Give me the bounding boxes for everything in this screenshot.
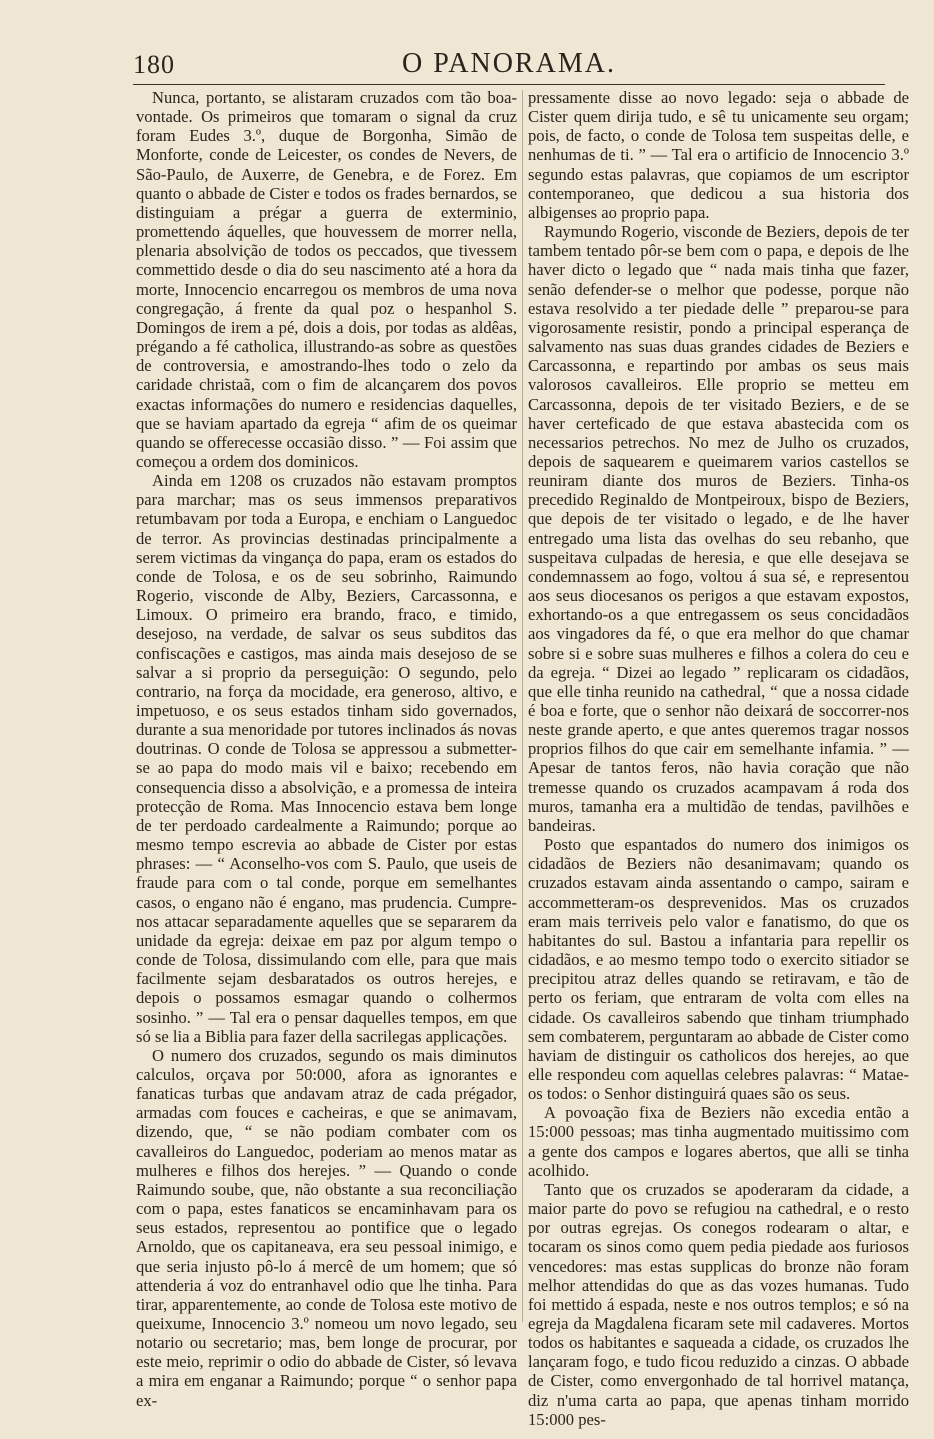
paragraph: Tanto que os cruzados se apoderaram da cidade, a maior parte do povo se refugiou na cathedral, e o resto por outras egrejas. Os conegos rodearam o altar, e tocaram os sinos como quem pedia piedade aos furiosos vencedores: mas estas supplicas do bronze não foram melhor attendidas do que as das vozes humanas. Tudo foi mettido á espada, neste e nos outros templos; e só na egreja da Magdalena ficaram sete mil cadaveres. Mortos todos os habitantes e saqueada a cidade, os cruzados lhe lançaram fogo, e tudo ficou reduzido a cinzas. O abbade de Cister, como envergonhado de tal horrivel matança, diz n'uma carta ao papa, que apenas tinham morrido 15:000 pes-: [528, 1179, 909, 1429]
header-rule: [133, 84, 885, 85]
left-column: [136, 88, 517, 1410]
right-column: [528, 88, 909, 1429]
page-header: [133, 48, 885, 86]
paragraph: A povoação fixa de Beziers não excedia então a 15:000 pessoas; mas tinha augmentado muitissimo com a gente dos campos e logares abertos, que alli se tinha acolhido.: [528, 1103, 909, 1180]
paragraph: Nunca, portanto, se alistaram cruzados com tão boa-vontade. Os primeiros que tomaram o signal da cruz foram Eudes 3.º, duque de Borgonha, Simão de Monforte, conde de Leicester, os condes de Nevers, de São-Paulo, de Auxerre, de Genebra, e de Forez. Em quanto o abbade de Cister e todos os frades bernardos, se distinguiam a prégar a guerra de exterminio, promettendo áquelles, que houvessem de morrer nella, plenaria absolvição de todos os peccados, que tivessem commettido desde o dia do seu nascimento até a hora da morte, Innocencio encarregou os membros de uma nova congregação, á frente da qual poz o hespanhol S. Domingos de irem a pé, dois a dois, por todas as aldêas, prégando a fé catholica, illustrando-as sobre as questões de controversia, e amostrando-lhes todo o zelo da caridade christaã, com o fim de alcançarem dos povos exactas informações do numero e residencias daquelles, que se haviam apartado da egreja “ afim de os queimar quando se offerecesse occasião disso. ” — Foi assim que começou a ordem dos dominicos.: [136, 88, 517, 471]
paragraph: pressamente disse ao novo legado: seja o abbade de Cister quem dirija tudo, e sê tu unicamente seu orgam; pois, de facto, o conde de Tolosa tem suspeitas delle, e nenhumas de ti. ” — Tal era o artificio de Innocencio 3.º segundo estas palavras, que copiamos de um escriptor contemporaneo, que dedicou a sua historia dos albigenses ao proprio papa.: [528, 88, 909, 222]
running-title: O PANORAMA.: [402, 48, 616, 79]
paragraph: Ainda em 1208 os cruzados não estavam promptos para marchar; mas os seus immensos preparativos retumbavam por toda a Europa, e enchiam o Languedoc de terror. As provincias destinadas principalmente a serem victimas da vingança do papa, eram os estados do conde de Tolosa, e os de seu sobrinho, Raimundo Rogerio, visconde de Alby, Beziers, Carcassonna, e Limoux. O primeiro era brando, fraco, e timido, desejoso, na verdade, de salvar os seus subditos das confiscações e castigos, mas ainda mais desejoso de se salvar a si proprio da perseguição: O segundo, pelo contrario, na força da mocidade, era generoso, altivo, e impetuoso, e os seus estados tinham sido governados, durante a sua menoridade por tutores inclinados ás novas doutrinas. O conde de Tolosa se appressou a submetter-se ao papa do modo mais vil e baixo; recebendo em consequencia disso a absolvição, e a promessa de inteira protecção de Roma. Mas Innocencio estava bem longe de ter perdoado cardealmente a Raimundo; porque ao mesmo tempo escrevia ao abbade de Cister por estas phrases: — “ Aconselho-vos com S. Paulo, que useis de fraude para com o tal conde, porque em semelhantes casos, o engano não é engano, mas prudencia. Cumpre-nos attacar separadamente aquelles que se separarem da unidade da egreja: deixae em paz por algum tempo o conde de Tolosa, dissimulando com elle, para que mais facilmente sejam desbaratados os outros herejes, e depois o possamos esmagar quando o colhermos sosinho. ” — Tal era o pensar daquelles tempos, em que só se lia a Biblia para fazer della sacrilegas applicações.: [136, 471, 517, 1046]
page-number: 180: [133, 50, 175, 79]
column-divider: [522, 90, 523, 1322]
paragraph: O numero dos cruzados, segundo os mais diminutos calculos, orçava por 50:000, afora as ignorantes e fanaticas turbas que andavam atraz de cada prégador, armadas com fouces e cacheiras, e que se animavam, dizendo, que, “ se não podiam combater com os cavalleiros do Languedoc, poderiam ao menos matar as mulheres e filhos dos herejes. ” — Quando o conde Raimundo soube, que, não obstante a sua reconciliação com o papa, estes fanaticos se encaminhavam para os seus estados, representou ao pontifice que o legado Arnoldo, que os capitaneava, era seu pessoal inimigo, e que seria injusto pô-lo á mercê de um homem; que só attenderia á voz do entranhavel odio que lhe tinha. Para tirar, apparentemente, ao conde de Tolosa este motivo de queixume, Innocencio 3.º nomeou um novo legado, seu notario ou secretario; mas, bem longe de procurar, por este meio, reprimir o odio do abbade de Cister, só levava a mira em enganar a Raimundo; porque “ o senhor papa ex-: [136, 1045, 517, 1410]
paragraph: Posto que espantados do numero dos inimigos os cidadãos de Beziers não desanimavam; quando os cruzados estavam ainda assentando o campo, sairam e accommetteram-os desprevenidos. Mas os cruzados eram mais terriveis pelo valor e fanatismo, do que os habitantes do sul. Bastou a infantaria para repellir os cidadãos, e ao mesmo tempo todo o exercito sitiador se precipitou atraz delles quando se retiravam, e tão de perto os feriam, que entraram de volta com elles na cidade. Os cavalleiros sabendo que tinham triumphado sem combaterem, perguntaram ao abbade de Cister como haviam de distinguir os catholicos dos herejes, ao que elle respondeu com aquellas celebres palavras: “ Matae-os todos: o Senhor distinguirá quaes são os seus.: [528, 835, 909, 1104]
paragraph: Raymundo Rogerio, visconde de Beziers, depois de ter tambem tentado pôr-se bem com o papa, e depois de lhe haver dicto o legado que “ nada mais tinha que fazer, senão defender-se o melhor que podesse, porque não estava resolvido a ter piedade delle ” preparou-se para vigorosamente resistir, pondo a principal esperança de salvamento nas suas duas grandes cidades de Beziers e Carcassonna, e repartindo por ambas os seus mais valorosos cavalleiros. Elle proprio se metteu em Carcassonna, depois de ter visitado Beziers, e de se haver certeficado de que estava abastecida com os necessarios petrechos. No mez de Julho os cruzados, depois de saquearem e queimarem varios castellos se reuniram diante dos muros de Beziers. Tinha-os precedido Reginaldo de Montpeiroux, bispo de Beziers, que depois de ter visitado o legado, e de lhe haver entregado uma lista das ovelhas do seu rebanho, que suspeitava culpadas de heresia, e que elle desejava se condemnassem ao fogo, voltou á sua sé, e representou aos seus diocesanos os perigos a que estavam expostos, exhortando-os a que entregassem os seus concidadãos aos vingadores da fé, o que era melhor do que chamar sobre si e sobre suas mulheres e filhos a colera do ceu e da egreja. “ Dizei ao legado ” replicaram os cidadãos, que elle tinha reunido na cathedral, “ que a nossa cidade é boa e forte, que o senhor não deixará de soccorrer-nos neste grande aperto, e que antes queremos tragar nossos proprios filhos do que cair em semelhante infamia. ” — Apesar de tantos feros, não havia coração que não tremesse quando os cruzados acampavam á roda dos muros, tamanha era a multidão de tendas, pavilhões e bandeiras.: [528, 222, 909, 835]
